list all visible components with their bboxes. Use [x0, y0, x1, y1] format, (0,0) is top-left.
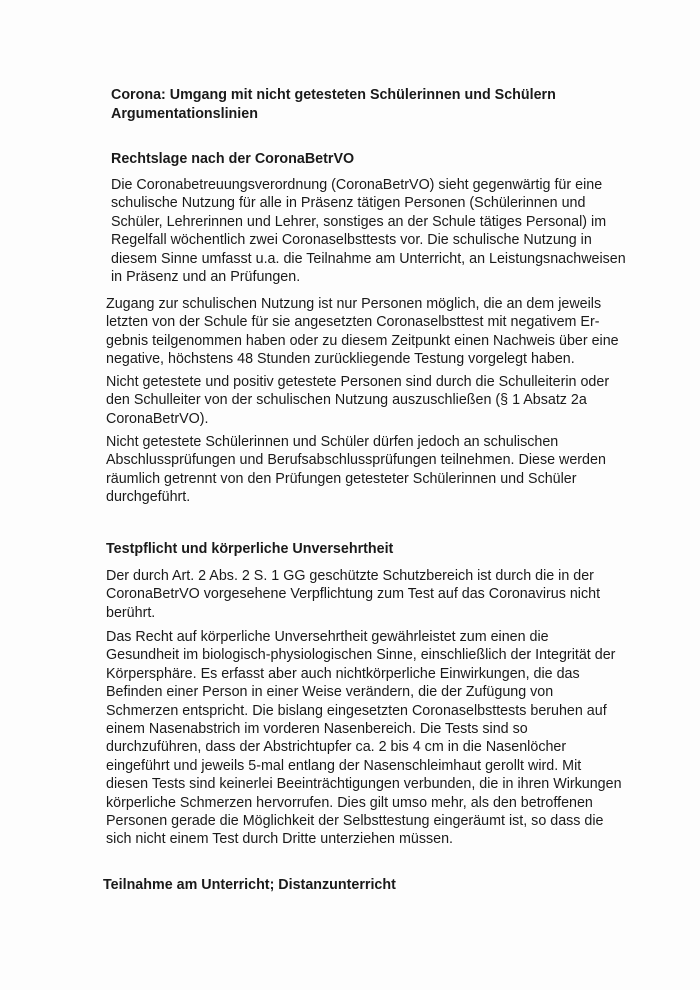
section-heading-teilnahme: Teilnahme am Unterricht; Distanzunterricht	[103, 877, 396, 893]
text-line: in Präsenz und an Prüfungen.	[111, 269, 301, 286]
text-line: negative, höchstens 48 Stunden zurückliegende Testung vorgelegt haben.	[106, 351, 575, 368]
text-line: diesem Sinne umfasst u.a. die Teilnahme am Unterricht, an Leistungsnachweisen	[111, 250, 626, 267]
text-line: Die Coronabetreuungsverordnung (CoronaBetrVO) sieht gegenwärtig für eine	[111, 177, 603, 193]
text-line: räumlich getrennt von den Prüfungen getesteter Schülerinnen und Schüler	[106, 470, 577, 487]
title-line-2: Argumentationslinien	[111, 106, 258, 122]
text-line: Gesundheit im biologisch-physiologischen Sinne, einschließlich der Integrität der	[106, 647, 616, 664]
document-title	[111, 86, 631, 124]
paragraph-rechtslage-1	[111, 176, 671, 286]
text-line: berührt.	[106, 604, 156, 621]
text-line: diesen Tests sind keinerlei Beeinträchtigungen verbunden, die in ihren Wirkungen	[106, 776, 622, 793]
text-line: Körpersphäre. Es erfasst aber auch nichtkörperliche Einwirkungen, die das	[106, 665, 580, 682]
text-line: Nicht getestete Schülerinnen und Schüler dürfen jedoch an schulischen	[106, 434, 559, 450]
text-line: durchzuführen, dass der Abstrichtupfer ca. 2 bis 4 cm in die Nasenlöcher	[106, 739, 567, 756]
text-line: körperliche Schmerzen hervorrufen. Dies gilt umso mehr, als den betroffenen	[106, 794, 593, 811]
section-heading-testpflicht: Testpflicht und körperliche Unversehrtheit	[106, 541, 394, 557]
text-line: durchgeführt.	[106, 489, 191, 506]
text-line: Nicht getestete und positiv getestete Personen sind durch die Schulleiterin oder	[106, 374, 610, 390]
paragraph-rechtslage-3	[106, 373, 666, 428]
text-line: Abschlussprüfungen und Berufsabschlussprüfungen teilnehmen. Diese werden	[106, 452, 606, 469]
paragraph-rechtslage-4	[106, 433, 666, 507]
text-line: den Schulleiter von der schulischen Nutzung auszuschließen (§ 1 Absatz 2a	[106, 392, 587, 409]
section-heading-rechtslage: Rechtslage nach der CoronaBetrVO	[111, 151, 355, 167]
text-line: CoronaBetrVO vorgesehene Verpflichtung zum Test auf das Coronavirus nicht	[106, 586, 601, 603]
text-line: Befinden einer Person in einer Weise verändern, die der Zufügung von	[106, 684, 554, 701]
title-line-1: Corona: Umgang mit nicht getesteten Schülerinnen und Schülern	[111, 87, 556, 103]
paragraph-rechtslage-2	[106, 295, 666, 369]
text-line: schulische Nutzung für alle in Präsenz tätigen Personen (Schülerinnen und	[111, 195, 586, 212]
text-line: eingeführt und jeweils 5-mal entlang der Nasenschleimhaut gerollt wird. Mit	[106, 757, 582, 774]
text-line: Personen gerade die Möglichkeit der Selbsttestung eingeräumt ist, so dass die	[106, 813, 604, 830]
paragraph-testpflicht-1	[106, 567, 666, 622]
text-line: Zugang zur schulischen Nutzung ist nur Personen möglich, die an dem jeweils	[106, 296, 602, 312]
text-line: einem Nasenabstrich im vorderen Nasenbereich. Die Tests sind so	[106, 721, 528, 738]
text-line: gebnis teilgenommen haben oder zu diesem Zeitpunkt einen Nachweis über eine	[106, 332, 619, 349]
text-line: CoronaBetrVO).	[106, 410, 209, 427]
text-line: Schüler, Lehrerinnen und Lehrer, sonstiges an der Schule tätiges Personal) im	[111, 213, 607, 230]
text-line: sich nicht einem Test durch Dritte unterziehen müssen.	[106, 831, 453, 848]
text-line: Das Recht auf körperliche Unversehrtheit gewährleistet zum einen die	[106, 629, 549, 645]
text-line: Schmerzen entspricht. Die bislang eingesetzten Coronaselbsttests beruhen auf	[106, 702, 607, 719]
paragraph-testpflicht-2	[106, 628, 666, 849]
text-line: letzten von der Schule für sie angesetzten Coronaselbsttest mit negativem Er-	[106, 314, 600, 331]
text-line: Der durch Art. 2 Abs. 2 S. 1 GG geschützte Schutzbereich ist durch die in der	[106, 568, 594, 584]
text-line: Regelfall wöchentlich zwei Coronaselbsttests vor. Die schulische Nutzung in	[111, 232, 592, 249]
